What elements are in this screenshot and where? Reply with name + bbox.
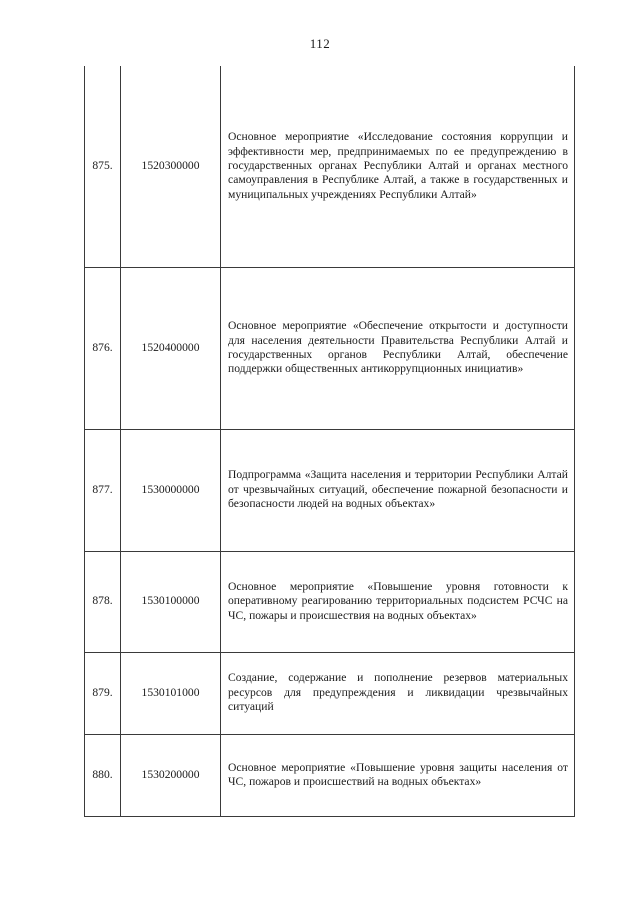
classification-code: 1530200000 [121, 734, 221, 816]
row-description [221, 66, 575, 267]
row-number: 875. [85, 66, 121, 267]
description-text: Основное мероприятие «Повышение уровня защиты населения от ЧС, пожаров и происшествий на водных объектах» [228, 760, 568, 788]
row-number: 876. [85, 267, 121, 429]
table-row [85, 551, 575, 652]
row-description [221, 652, 575, 734]
description-text: Основное мероприятие «Исследование состояния коррупции и эффективности мер, предпринимаемых по ее предупреждению в государственных органах Республики Алтай и органах местного самоуправления в Республике Алтай, а также в государственных и муниципальных учреждениях Республики Алтай» [228, 130, 568, 201]
table-row [85, 734, 575, 816]
classification-code: 1530101000 [121, 652, 221, 734]
description-text: Подпрограмма «Защита населения и территории Республики Алтай от чрезвычайных ситуаций, обеспечение пожарной безопасности и безопасности людей на водных объектах» [228, 468, 568, 511]
description-text: Создание, содержание и пополнение резервов материальных ресурсов для предупреждения и ликвидации чрезвычайных ситуаций [228, 671, 568, 714]
row-description [221, 734, 575, 816]
classification-code: 1530000000 [121, 429, 221, 551]
row-number: 879. [85, 652, 121, 734]
table-row [85, 429, 575, 551]
classification-code: 1520300000 [121, 66, 221, 267]
row-number: 878. [85, 551, 121, 652]
budget-classification-table [84, 66, 575, 817]
row-number: 880. [85, 734, 121, 816]
classification-code: 1520400000 [121, 267, 221, 429]
row-description [221, 429, 575, 551]
row-number: 877. [85, 429, 121, 551]
classification-code: 1530100000 [121, 551, 221, 652]
table-row [85, 652, 575, 734]
table-row [85, 66, 575, 267]
description-text: Основное мероприятие «Повышение уровня готовности к оперативному реагированию территориальных подсистем РСЧС на ЧС, пожары и происшествия на водных объектах» [228, 579, 568, 622]
row-description [221, 267, 575, 429]
table-row [85, 267, 575, 429]
description-text: Основное мероприятие «Обеспечение открытости и доступности для населения деятельности Правительства Республики Алтай и государственных органов Республики Алтай, обеспечение поддержки общественных антикоррупционных инициатив» [228, 319, 568, 376]
row-description [221, 551, 575, 652]
page-number: 112 [309, 36, 331, 51]
